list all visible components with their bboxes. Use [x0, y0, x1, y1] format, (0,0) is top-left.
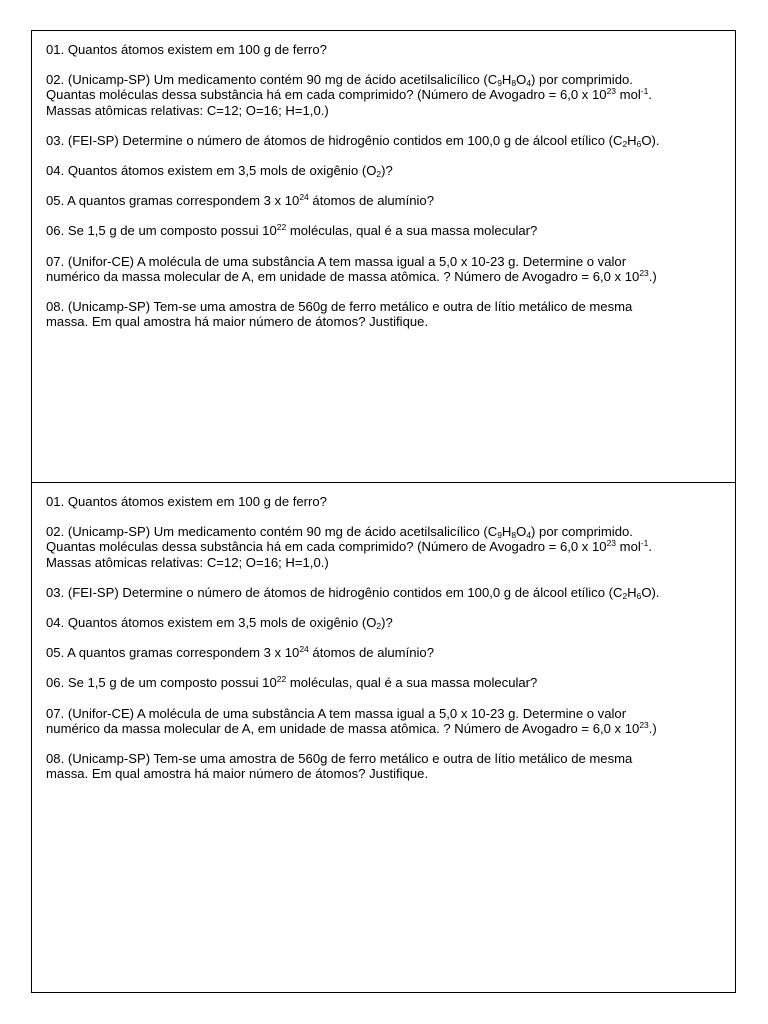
question-01: 01. Quantos átomos existem em 100 g de ferro?	[46, 42, 327, 57]
worksheet-top-half	[32, 31, 735, 483]
question-03: 03. (FEI-SP) Determine o número de átomos de hidrogênio contidos em 100,0 g de álcool etílico $(C_2H_6O)$.	[46, 584, 660, 601]
question-01: 01. Quantos átomos existem em 100 g de ferro?	[46, 494, 327, 509]
question-04: 04. Quantos átomos existem em 3,5 mols de oxigênio $(O_2)$?	[46, 163, 393, 180]
question-06: 06. Se 1,5 g de um composto possui $10^{22}$ moléculas, qual é a sua massa molecular?	[46, 674, 538, 691]
question-05: 05. A quantos gramas correspondem 3 x $10^{24}$ átomos de alumínio?	[46, 192, 434, 209]
question-02: 02. (Unicamp-SP) Um medicamento contém 90 mg de ácido acetilsalicílico $(C_9H_8O_4)$ por comprimido. Quantas moléculas dessa substância há em cada comprimido? (Número de Avogadro = 6,0 x $10^{23}$ mol$^{-1}$. Massas atômicas relativas: C=12; O=16; H=1,0.)	[46, 524, 652, 570]
question-06: 06. Se 1,5 g de um composto possui $10^{22}$ moléculas, qual é a sua massa molecular?	[46, 222, 538, 239]
question-04: 04. Quantos átomos existem em 3,5 mols de oxigênio $(O_2)$?	[46, 615, 393, 632]
question-08: 08. (Unicamp-SP) Tem-se uma amostra de 560g de ferro metálico e outra de lítio metálico de mesma massa. Em qual amostra há maior número de átomos? Justifique.	[46, 751, 633, 782]
question-list	[46, 42, 727, 344]
question-05: 05. A quantos gramas correspondem 3 x $10^{24}$ átomos de alumínio?	[46, 644, 434, 661]
question-02: 02. (Unicamp-SP) Um medicamento contém 90 mg de ácido acetilsalicílico $(C_9H_8O_4)$ por comprimido. Quantas moléculas dessa substância há em cada comprimido? (Número de Avogadro = 6,0 x $10^{23}$ mol$^{-1}$. Massas atômicas relativas: C=12; O=16; H=1,0.)	[46, 72, 652, 118]
question-08: 08. (Unicamp-SP) Tem-se uma amostra de 560g de ferro metálico e outra de lítio metálico de mesma massa. Em qual amostra há maior número de átomos? Justifique.	[46, 299, 633, 330]
worksheet-bottom-half	[32, 483, 735, 992]
question-07: 07. (Unifor-CE) A molécula de uma substância A tem massa igual a 5,0 x 10-23 g. Determine o valor numérico da massa molecular de A, em unidade de massa atômica. ? Número de Avogadro = 6,0 x $10^{23}$.)	[46, 253, 657, 284]
question-03: 03. (FEI-SP) Determine o número de átomos de hidrogênio contidos em 100,0 g de álcool etílico $(C_2H_6O)$.	[46, 132, 660, 149]
question-07: 07. (Unifor-CE) A molécula de uma substância A tem massa igual a 5,0 x 10-23 g. Determine o valor numérico da massa molecular de A, em unidade de massa atômica. ? Número de Avogadro = 6,0 x $10^{23}$.)	[46, 705, 657, 736]
question-list	[46, 494, 727, 796]
worksheet-sheet	[31, 30, 736, 993]
